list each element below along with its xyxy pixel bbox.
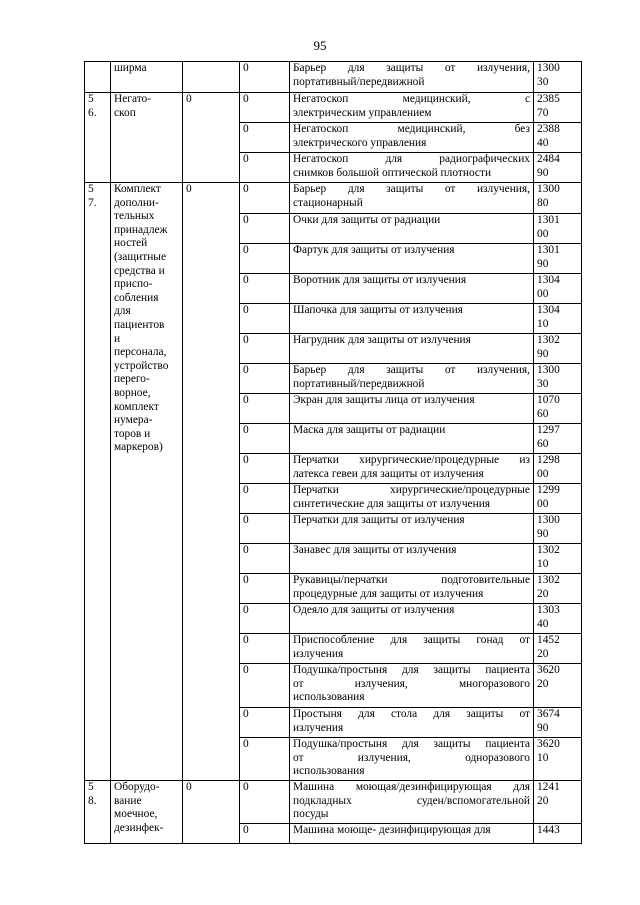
row-quantity: 0: [240, 664, 290, 708]
row-code: 1302 10: [534, 544, 582, 574]
row-code: 1300 30: [534, 62, 582, 93]
row-quantity: 0: [240, 304, 290, 334]
row-description: Барьер для защиты от излучения, портативный/передвижной: [290, 62, 534, 93]
row-code: 1300 90: [534, 514, 582, 544]
item-quantity: 0: [183, 781, 240, 844]
row-description: Приспособление для защиты гонад от излучения: [290, 634, 534, 664]
item-category: Оборудо- вание моечное, дезинфек-: [111, 781, 183, 844]
row-description: Маска для защиты от радиации: [290, 424, 534, 454]
row-quantity: 0: [240, 274, 290, 304]
row-description: Машина моющая/дезинфицирующая для подкладных суден/вспомогательной посуды: [290, 781, 534, 824]
row-code: 2484 90: [534, 153, 582, 183]
row-quantity: 0: [240, 781, 290, 824]
item-number: [85, 62, 111, 93]
row-description: Одеяло для защиты от излучения: [290, 604, 534, 634]
row-quantity: 0: [240, 454, 290, 484]
item-quantity: 0: [183, 183, 240, 781]
row-code: 1299 00: [534, 484, 582, 514]
row-description: Негатоскоп для радиографических снимков большой оптической плотности: [290, 153, 534, 183]
item-quantity: 0: [183, 93, 240, 183]
item-category: ширма: [111, 62, 183, 93]
row-quantity: 0: [240, 93, 290, 123]
row-code: 1300 80: [534, 183, 582, 214]
row-quantity: 0: [240, 424, 290, 454]
row-code: 1452 20: [534, 634, 582, 664]
row-description: Машина моюще- дезинфицирующая для: [290, 824, 534, 844]
row-code: 1302 90: [534, 334, 582, 364]
row-quantity: 0: [240, 604, 290, 634]
row-description: Барьер для защиты от излучения, портативный/передвижной: [290, 364, 534, 394]
table-row: [85, 93, 582, 123]
row-description: Занавес для защиты от излучения: [290, 544, 534, 574]
row-code: 1300 30: [534, 364, 582, 394]
row-quantity: 0: [240, 544, 290, 574]
row-code: 1443: [534, 824, 582, 844]
row-quantity: 0: [240, 634, 290, 664]
row-code: 1304 10: [534, 304, 582, 334]
item-category: Негато- скоп: [111, 93, 183, 183]
row-quantity: 0: [240, 514, 290, 544]
row-quantity: 0: [240, 334, 290, 364]
row-description: Экран для защиты лица от излучения: [290, 394, 534, 424]
row-quantity: 0: [240, 62, 290, 93]
row-description: Негатоскоп медицинский, с электрическим управлением: [290, 93, 534, 123]
row-description: Негатоскоп медицинский, без электрического управления: [290, 123, 534, 153]
table-row: [85, 183, 582, 214]
row-code: 1302 20: [534, 574, 582, 604]
row-code: 1297 60: [534, 424, 582, 454]
row-code: 3620 20: [534, 664, 582, 708]
item-number: 5 8.: [85, 781, 111, 844]
row-description: Нагрудник для защиты от излучения: [290, 334, 534, 364]
row-quantity: 0: [240, 574, 290, 604]
row-quantity: 0: [240, 738, 290, 781]
row-code: 2388 40: [534, 123, 582, 153]
row-description: Рукавицы/перчатки подготовительные процедурные для защиты от излучения: [290, 574, 534, 604]
row-description: Подушка/простыня для защиты пациента от излучения, многоразового использования: [290, 664, 534, 708]
row-description: Перчатки хирургические/процедурные синтетические для защиты от излучения: [290, 484, 534, 514]
page-number: 95: [313, 38, 327, 53]
item-number: 5 6.: [85, 93, 111, 183]
row-description: Перчатки хирургические/процедурные из латекса гевеи для защиты от излучения: [290, 454, 534, 484]
row-quantity: 0: [240, 824, 290, 844]
row-description: Шапочка для защиты от излучения: [290, 304, 534, 334]
row-quantity: 0: [240, 364, 290, 394]
row-description: Барьер для защиты от излучения, стационарный: [290, 183, 534, 214]
item-category: Комплект дополни- тельных принадлеж ностей (защитные средства и приспо- собления для пациентов и персонала, устройство перего- ворное, комплект нумера- торов и маркеров): [111, 183, 183, 781]
row-description: Подушка/простыня для защиты пациента от излучения, одноразового использования: [290, 738, 534, 781]
row-code: 1304 00: [534, 274, 582, 304]
row-code: 1298 00: [534, 454, 582, 484]
item-number: 5 7.: [85, 183, 111, 781]
row-description: Фартук для защиты от излучения: [290, 244, 534, 274]
row-quantity: 0: [240, 708, 290, 738]
row-description: Перчатки для защиты от излучения: [290, 514, 534, 544]
row-quantity: 0: [240, 484, 290, 514]
row-quantity: 0: [240, 153, 290, 183]
row-code: 1301 00: [534, 214, 582, 244]
row-code: 1070 60: [534, 394, 582, 424]
row-description: Простыня для стола для защиты от излучения: [290, 708, 534, 738]
item-quantity: [183, 62, 240, 93]
row-quantity: 0: [240, 394, 290, 424]
row-description: Очки для защиты от радиации: [290, 214, 534, 244]
table-row: [85, 62, 582, 93]
row-quantity: 0: [240, 123, 290, 153]
row-code: 3674 90: [534, 708, 582, 738]
table-row: [85, 781, 582, 824]
row-description: Воротник для защиты от излучения: [290, 274, 534, 304]
row-code: 1303 40: [534, 604, 582, 634]
row-code: 2385 70: [534, 93, 582, 123]
row-code: 1241 20: [534, 781, 582, 824]
equipment-table: [84, 61, 582, 844]
row-code: 1301 90: [534, 244, 582, 274]
row-quantity: 0: [240, 244, 290, 274]
row-quantity: 0: [240, 214, 290, 244]
row-code: 3620 10: [534, 738, 582, 781]
row-quantity: 0: [240, 183, 290, 214]
